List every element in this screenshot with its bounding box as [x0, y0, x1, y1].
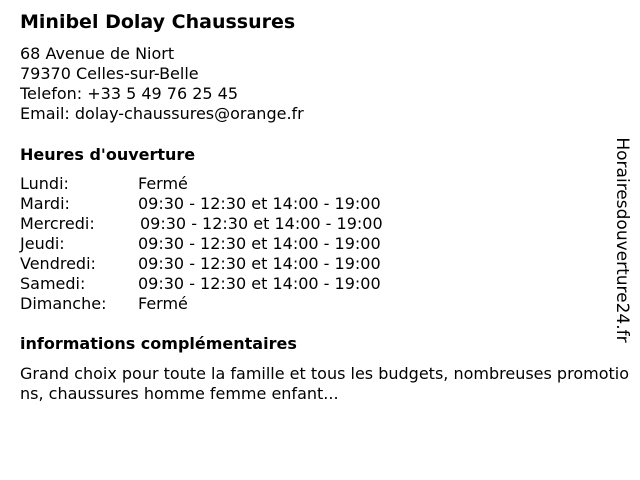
day-label: Dimanche:	[20, 294, 107, 313]
time-value: Fermé	[138, 174, 188, 193]
day-label: Mercredi:	[20, 214, 95, 233]
business-name: Minibel Dolay Chaussures	[20, 11, 296, 33]
day-label: Vendredi:	[20, 254, 96, 273]
site-watermark: Horairesdouverture24.fr	[612, 137, 632, 343]
day-label: Mardi:	[20, 194, 70, 213]
info-heading: informations complémentaires	[20, 334, 297, 353]
email-address: Email: dolay-chaussures@orange.fr	[20, 104, 304, 123]
time-value: 09:30 - 12:30 et 14:00 - 19:00	[138, 234, 381, 253]
time-value: 09:30 - 12:30 et 14:00 - 19:00	[138, 194, 381, 213]
hours-heading: Heures d'ouverture	[20, 145, 196, 164]
address-street: 68 Avenue de Niort	[20, 44, 175, 63]
day-label: Jeudi:	[20, 234, 65, 253]
address-city: 79370 Celles-sur-Belle	[20, 64, 199, 83]
time-value: 09:30 - 12:30 et 14:00 - 19:00	[138, 274, 381, 293]
time-value: 09:30 - 12:30 et 14:00 - 19:00	[138, 254, 381, 273]
time-value: Fermé	[138, 294, 188, 313]
day-label: Lundi:	[20, 174, 69, 193]
time-value: 09:30 - 12:30 et 14:00 - 19:00	[140, 214, 383, 233]
info-description: Grand choix pour toute la famille et tous les budgets, nombreuses promotions, chaussures homme femme enfant...	[20, 364, 629, 403]
phone-number: Telefon: +33 5 49 76 25 45	[20, 84, 239, 103]
day-label: Samedi:	[20, 274, 86, 293]
contact-block	[20, 44, 304, 124]
